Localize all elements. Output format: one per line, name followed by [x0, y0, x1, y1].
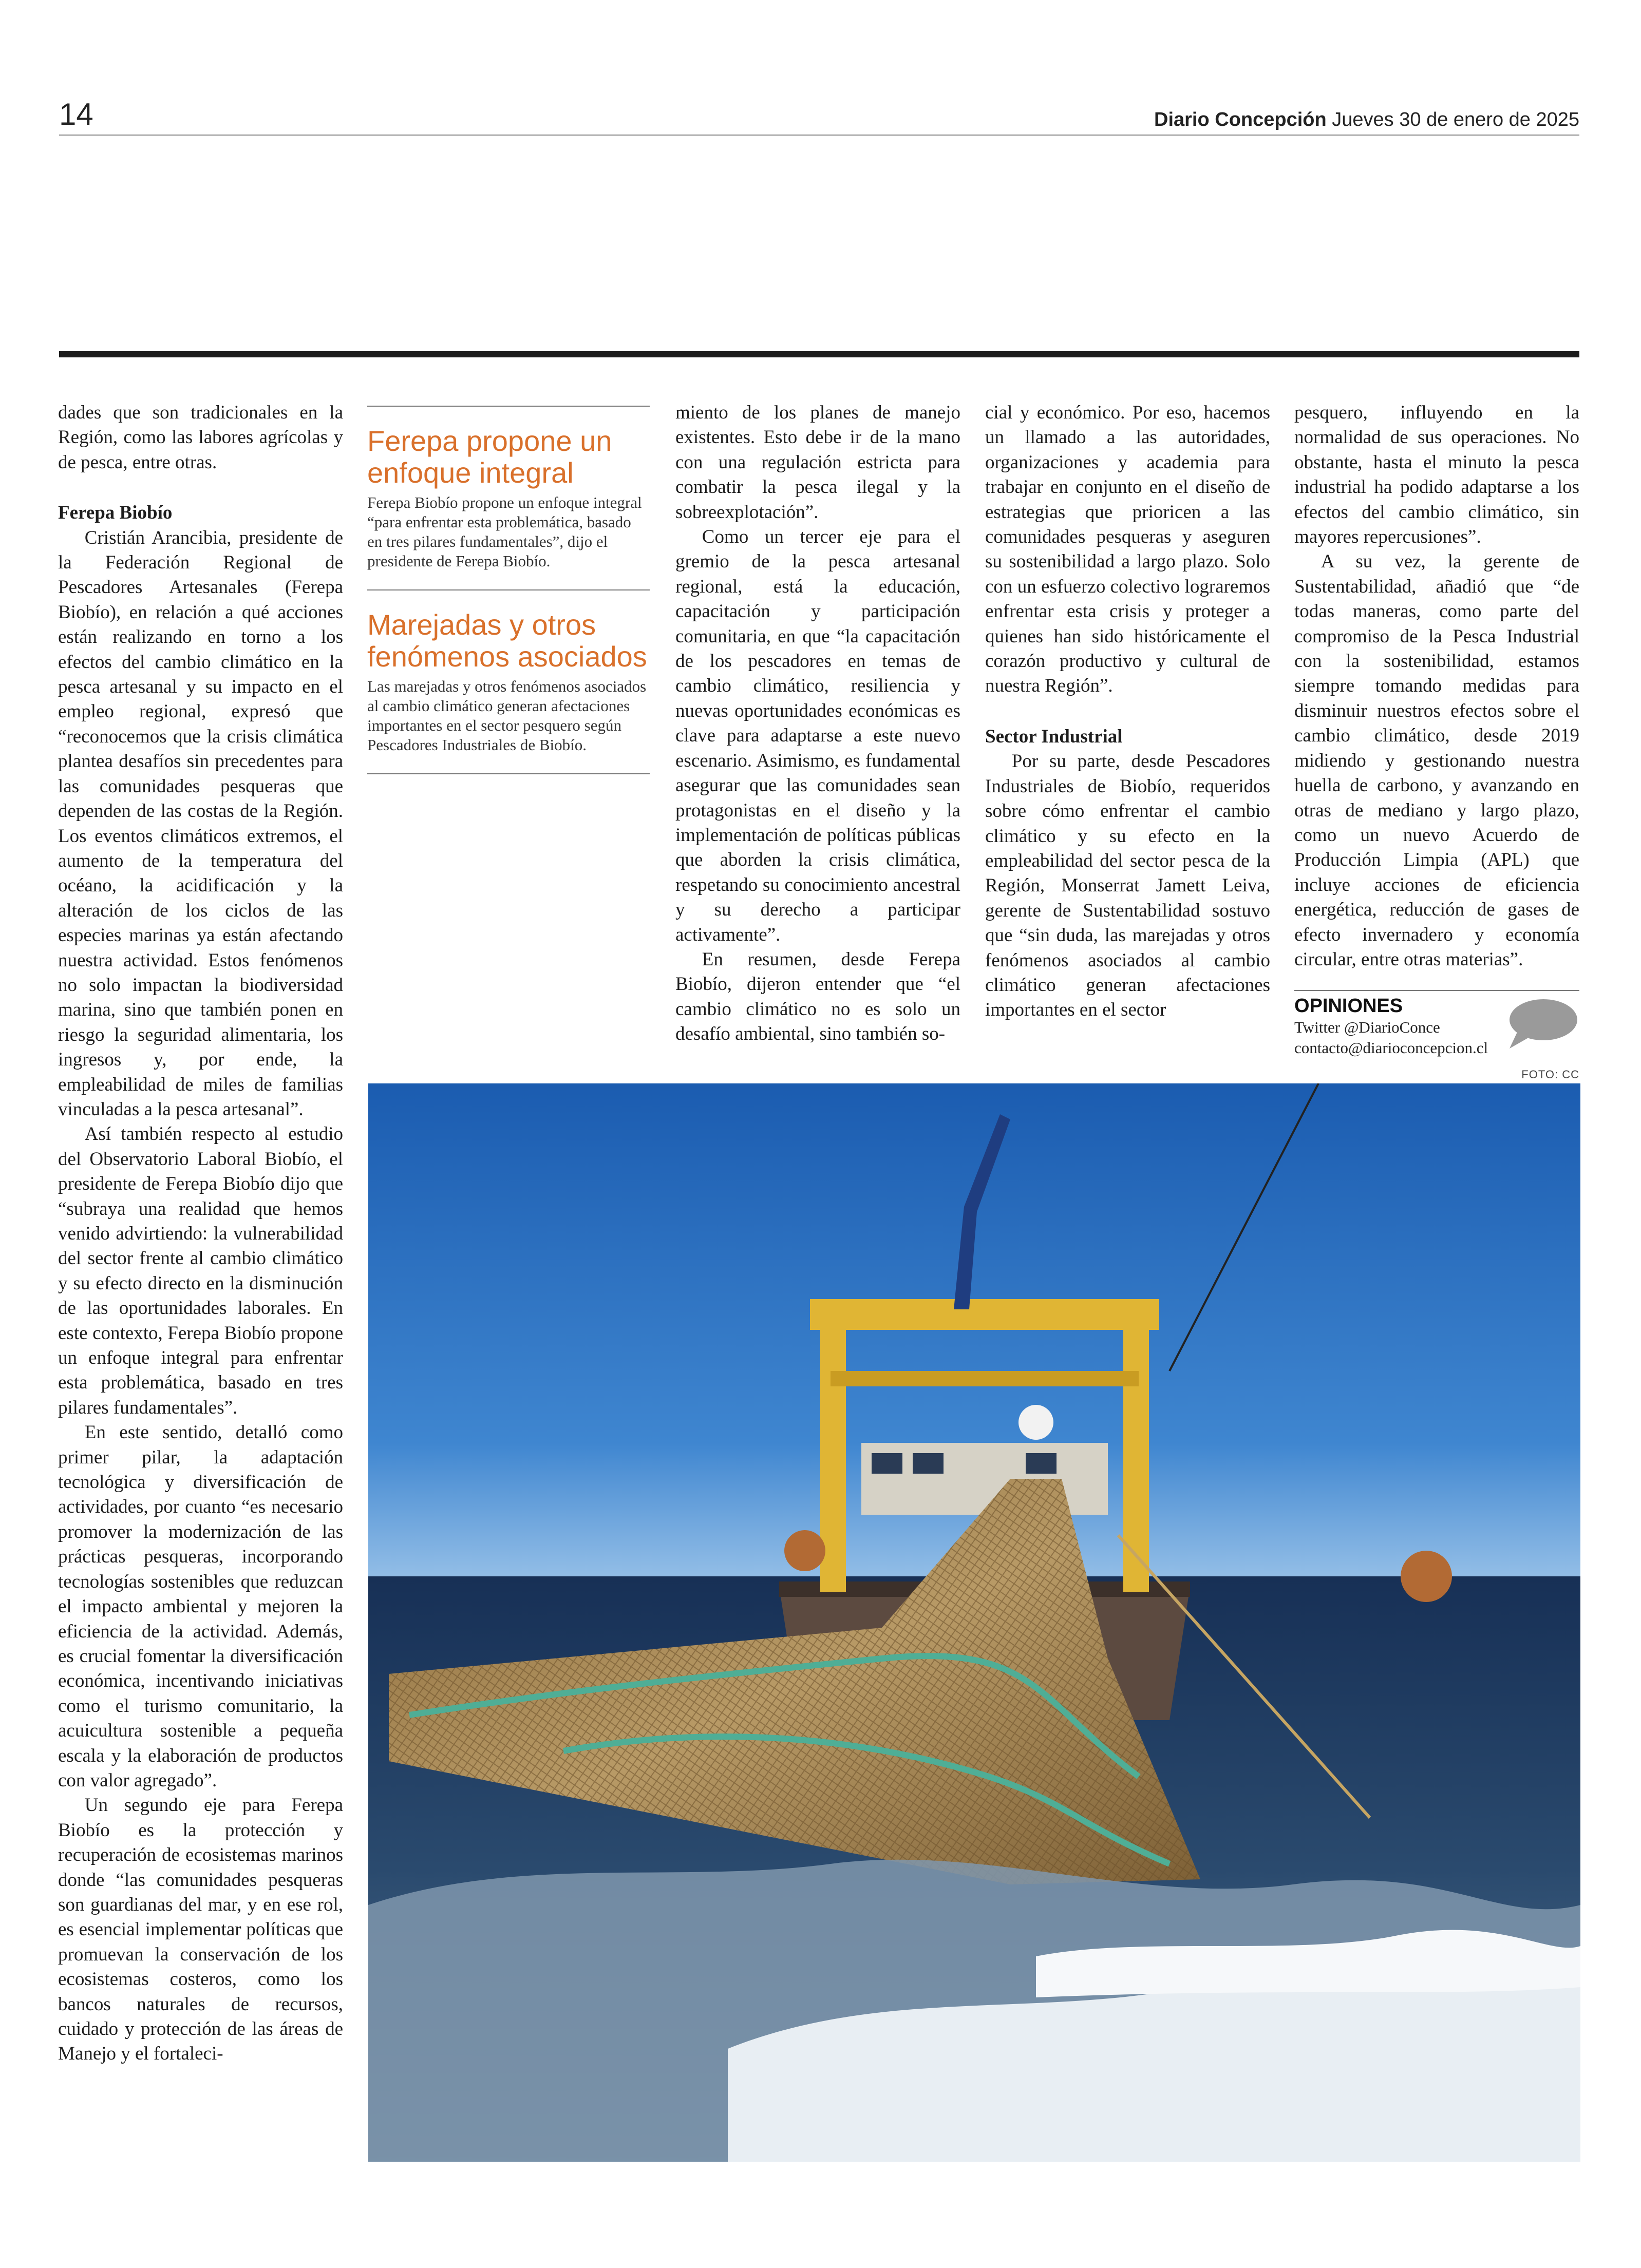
window [872, 1453, 902, 1474]
radar-dome [1018, 1405, 1053, 1440]
photo-credit: FOTO: CC [1521, 1068, 1579, 1081]
trawler-photo [368, 1083, 1580, 2162]
opinions-title: OPINIONES [1294, 995, 1403, 1017]
window [913, 1453, 944, 1474]
opinions-rule [1294, 990, 1579, 991]
highlight-text: Las marejadas y otros fenómenos asociados al cambio climático generan afectaciones importantes en el sector pesquero según Pescadores Industriales de Biobío. [367, 677, 647, 754]
trawler-illustration [368, 1083, 1580, 2162]
page-number: 14 [59, 97, 93, 131]
gantry-top [810, 1299, 1159, 1330]
window [1026, 1453, 1057, 1474]
paragraph: miento de los planes de manejo existentes. Esto debe ir de la mano con una regulación estricta para combatir la pesca ilegal y la sobreexplotación”. [675, 402, 960, 523]
paragraph: Un segundo eje para Ferepa Biobío es la protección y recuperación de ecosistemas marinos donde “las comunidades pesqueras son guardianas del mar, y en ese rol, es esencial implementar políticas que promuevan la conservación de los ecosistemas costeros, como los bancos naturales de recursos, cuidado y protección de las áreas de Manejo y el fortaleci- [58, 1795, 343, 2065]
article-column-1 [58, 401, 343, 2067]
gantry-beam [831, 1371, 1139, 1386]
sidebar-rule [367, 589, 650, 590]
paragraph: En resumen, desde Ferepa Biobío, dijeron entender que “el cambio climático no es solo un desafío ambiental, sino también so- [675, 948, 960, 1045]
paragraph: Cristián Arancibia, presidente de la Federación Regional de Pescadores Artesanales (Ferepa Biobío), en relación a qué acciones están realizando en torno a los efectos del cambio climático en la pesca artesanal y su impacto en el empleo regional, expresó que “reconocemos que la crisis climática plantea desafíos sin precedentes para las comunidades pesqueras que dependen de las costas de la Región. Los eventos climáticos extremos, el aumento de la temperatura del océano, la acidificación y la alteración de los ciclos de las especies marinas ya están afectando nuestra actividad. Estos fenómenos no solo impactan la biodiversidad marina, sino que también ponen en riesgo la seguridad alimentaria, los ingresos y, por ende, la empleabilidad de miles de familias vinculadas a la pesca artesanal”. [58, 527, 343, 1120]
publication-date: Jueves 30 de enero de 2025 [1332, 109, 1579, 130]
speech-bubble-icon [1502, 995, 1579, 1052]
highlight-title: Marejadas y otros fenómenos asociados [367, 608, 647, 673]
paragraph: pesquero, influyendo en la normalidad de sus operaciones. No obstante, hasta el minuto la pesca industrial ha podido adaptarse a los efectos del cambio climático, sin mayores repercusiones”. [1294, 402, 1579, 548]
contact-email[interactable]: contacto@diarioconcepcion.cl [1294, 1039, 1488, 1057]
article-column-4 [985, 401, 1270, 1023]
buoy [784, 1530, 825, 1571]
paragraph: Como un tercer eje para el gremio de la pesca artesanal regional, está la educación, capacitación y participación comunitaria, en que “la capacitación de los pescadores en temas de cambio climático, resiliencia y nuevas oportunidades económicas es clave para adaptarse a este nuevo escenario. Asimismo, es fundamental asegurar que las comunidades sean protagonistas en el diseño y la implementación de políticas públicas que aborden la crisis climática, respetando su conocimiento ancestral y su derecho a participar activamente”. [675, 526, 960, 945]
highlight-title: Ferepa propone un enfoque integral [367, 425, 612, 489]
section-divider [59, 351, 1579, 357]
paragraph: Por su parte, desde Pescadores Industriales de Biobío, requeridos sobre cómo enfrentar el cambio climático y su efecto en la empleabilidad del sector pesca de la Región, Monserrat Jamett Leiva, gerente de Sustentabilidad sostuvo que “sin duda, las marejadas y otros fenómenos asociados al cambio climático generan afectaciones importantes en el sector [985, 751, 1270, 1021]
sky [368, 1083, 1580, 1597]
paragraph: A su vez, la gerente de Sustentabilidad, añadió que “de todas maneras, como parte del compromiso de la Pesca Industrial con la sostenibilidad, estamos siempre tomando medidas para disminuir nuestros efectos sobre el cambio climático, desde 2019 midiendo y gestionando nuestra huella de carbono, y avanzando en otras de mediano y largo plazo, como un nuevo Acuerdo de Producción Limpia (APL) que incluye acciones de eficiencia energética, reducción de gases de efecto invernadero y economía circular, entre otras materias”. [1294, 551, 1579, 970]
opinions-box [1294, 990, 1579, 1058]
gantry-right [1123, 1304, 1149, 1592]
sidebar-rule [367, 406, 650, 407]
paragraph: Así también respecto al estudio del Observatorio Laboral Biobío, el presidente de Ferepa Biobío dijo que “subraya una realidad que hemos venido advirtiendo: la vulnerabilidad del sector frente al cambio climático y su efecto directo en la disminución de las oportunidades laborales. En este contexto, Ferepa Biobío propone un enfoque integral para enfrentar esta problemática, basado en tres pilares fundamentales”. [58, 1123, 343, 1418]
masthead [1154, 109, 1579, 131]
paragraph: cial y económico. Por eso, hacemos un llamado a las autoridades, organizaciones y academia para trabajar en conjunto en el diseño de estrategias que prioricen a las comunidades pesqueras y aseguren su sostenibilidad a largo plazo. Solo con un esfuerzo colectivo lograremos enfrentar esta crisis y proteger a quienes han sido históricamente el corazón productivo y cultural de nuestra Región”. [985, 402, 1270, 697]
article-column-3 [675, 401, 960, 1047]
twitter-handle[interactable]: Twitter @DiarioConce [1294, 1018, 1440, 1036]
paragraph: dades que son tradicionales en la Región, como las labores agrícolas y de pesca, entre otras. [58, 402, 343, 473]
publication-name: Diario Concepción [1154, 109, 1327, 130]
subheading-ferepa: Ferepa Biobío [58, 502, 173, 524]
sidebar-highlights [367, 406, 650, 774]
paragraph: En este sentido, detalló como primer pilar, la adaptación tecnológica y diversificación de actividades, por cuanto “es necesario promover la modernización de las prácticas pesqueras, incorporando tecnologías sostenibles que reduzcan el impacto ambiental y mejoren la eficiencia de la actividad. Además, es crucial fomentar la diversificación económica, incentivando iniciativas como el turismo comunitario, la acuicultura sostenible a pequeña escala y la elaboración de productos con valor agregado”. [58, 1422, 343, 1791]
subheading-sector-industrial: Sector Industrial [985, 726, 1123, 747]
article-column-5 [1294, 401, 1579, 972]
highlight-text: Ferepa Biobío propone un enfoque integral “para enfrentar esta problemática, basado en tres pilares fundamentales”, dijo el presidente de Ferepa Biobío. [367, 493, 642, 570]
buoy [1401, 1551, 1452, 1602]
header-rule [59, 135, 1579, 136]
sidebar-rule [367, 773, 650, 774]
